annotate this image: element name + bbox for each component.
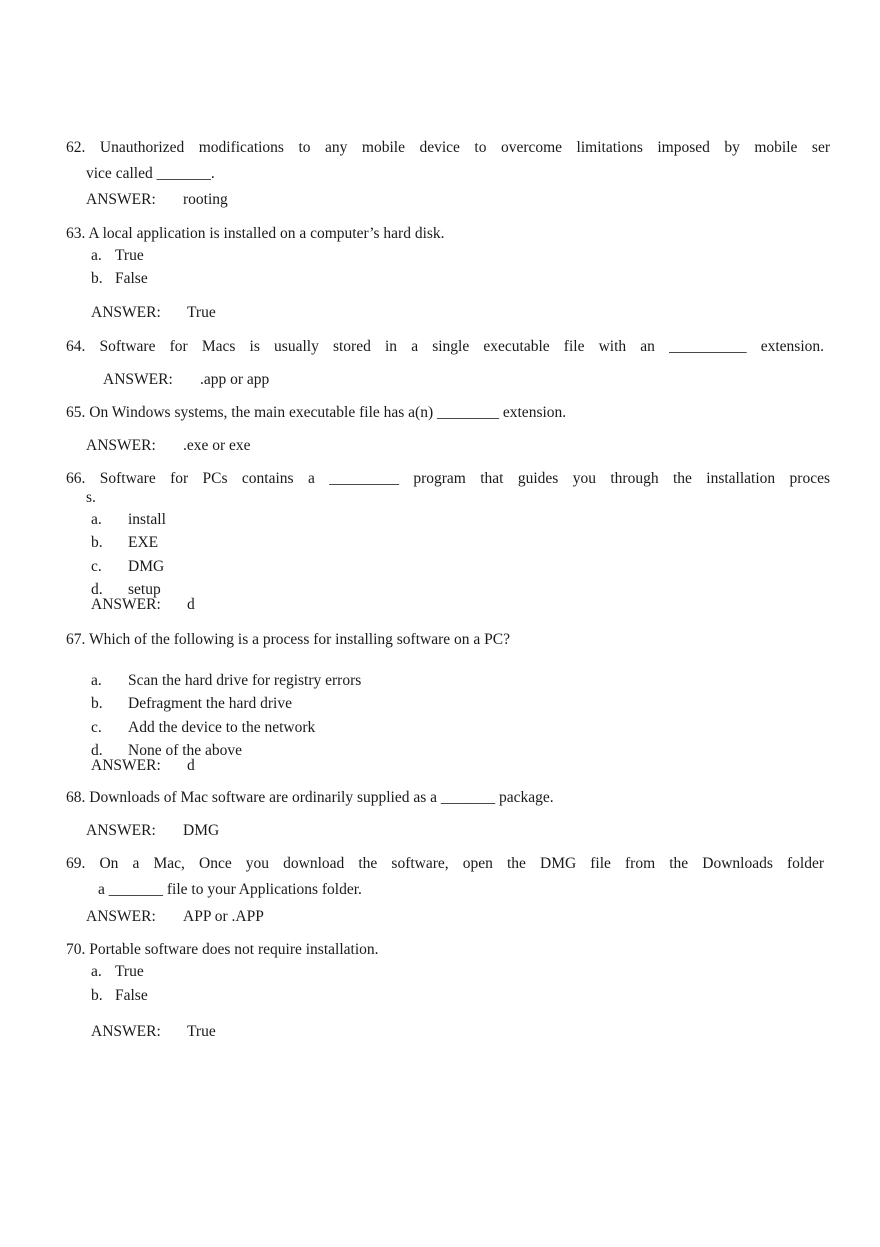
answer-70 bbox=[91, 1023, 216, 1041]
answer-value: d bbox=[187, 596, 195, 613]
question-66-option-c: c. DMG bbox=[91, 558, 165, 575]
answer-value: .exe or exe bbox=[183, 437, 251, 454]
answer-label: ANSWER: bbox=[91, 596, 161, 613]
answer-value: True bbox=[187, 304, 216, 321]
question-62-text: 62. Unauthorized modifications to any mobile device to overcome limitations imposed by mobile ser bbox=[66, 139, 830, 156]
answer-value: .app or app bbox=[200, 371, 270, 388]
answer-67 bbox=[91, 757, 195, 775]
answer-62 bbox=[86, 191, 228, 209]
answer-value: True bbox=[187, 1023, 216, 1040]
answer-64 bbox=[103, 371, 269, 389]
answer-value: APP or .APP bbox=[183, 908, 264, 925]
question-69-text-cont: a _______ file to your Applications folder. bbox=[98, 881, 362, 898]
answer-68 bbox=[86, 822, 219, 840]
question-69-text: 69. On a Mac, Once you download the software, open the DMG file from the Downloads folder bbox=[66, 855, 824, 872]
answer-value: d bbox=[187, 757, 195, 774]
question-66-option-b: b. EXE bbox=[91, 534, 159, 551]
question-66-option-a: a. install bbox=[91, 511, 166, 528]
question-67-option-d: d. None of the above bbox=[91, 742, 243, 759]
question-63-option-a: a. True bbox=[91, 247, 144, 264]
answer-label: ANSWER: bbox=[91, 304, 161, 321]
answer-label: ANSWER: bbox=[91, 1023, 161, 1040]
question-64-text: 64. Software for Macs is usually stored in a single executable file with an __________ extension. bbox=[66, 338, 824, 355]
question-66-text-cont: s. bbox=[86, 489, 96, 506]
question-63-text: 63. A local application is installed on a computer’s hard disk. bbox=[66, 225, 445, 242]
question-70-option-b: b. False bbox=[91, 987, 148, 1004]
question-70-text: 70. Portable software does not require installation. bbox=[66, 941, 379, 958]
question-65-text: 65. On Windows systems, the main executable file has a(n) ________ extension. bbox=[66, 404, 567, 421]
question-67-option-a: a. Scan the hard drive for registry errors bbox=[91, 672, 362, 689]
question-70-option-a: a. True bbox=[91, 963, 144, 980]
answer-value: rooting bbox=[183, 191, 228, 208]
question-67-option-b: b. Defragment the hard drive bbox=[91, 695, 292, 712]
answer-65 bbox=[86, 437, 251, 455]
question-67-text: 67. Which of the following is a process for installing software on a PC? bbox=[66, 631, 510, 648]
answer-66 bbox=[91, 596, 195, 614]
question-66-text: 66. Software for PCs contains a _________ program that guides you through the installation proces bbox=[66, 470, 830, 487]
question-66-option-d: d. setup bbox=[91, 581, 161, 598]
answer-label: ANSWER: bbox=[86, 191, 156, 208]
answer-value: DMG bbox=[183, 822, 220, 839]
question-67-option-c: c. Add the device to the network bbox=[91, 719, 316, 736]
answer-label: ANSWER: bbox=[86, 908, 156, 925]
question-68-text: 68. Downloads of Mac software are ordinarily supplied as a _______ package. bbox=[66, 789, 554, 806]
answer-label: ANSWER: bbox=[86, 437, 156, 454]
answer-69 bbox=[86, 908, 264, 926]
answer-label: ANSWER: bbox=[91, 757, 161, 774]
answer-63 bbox=[91, 304, 216, 322]
answer-label: ANSWER: bbox=[86, 822, 156, 839]
question-62-text-cont: vice called _______. bbox=[86, 165, 215, 182]
answer-label: ANSWER: bbox=[103, 371, 173, 388]
question-63-option-b: b. False bbox=[91, 270, 148, 287]
